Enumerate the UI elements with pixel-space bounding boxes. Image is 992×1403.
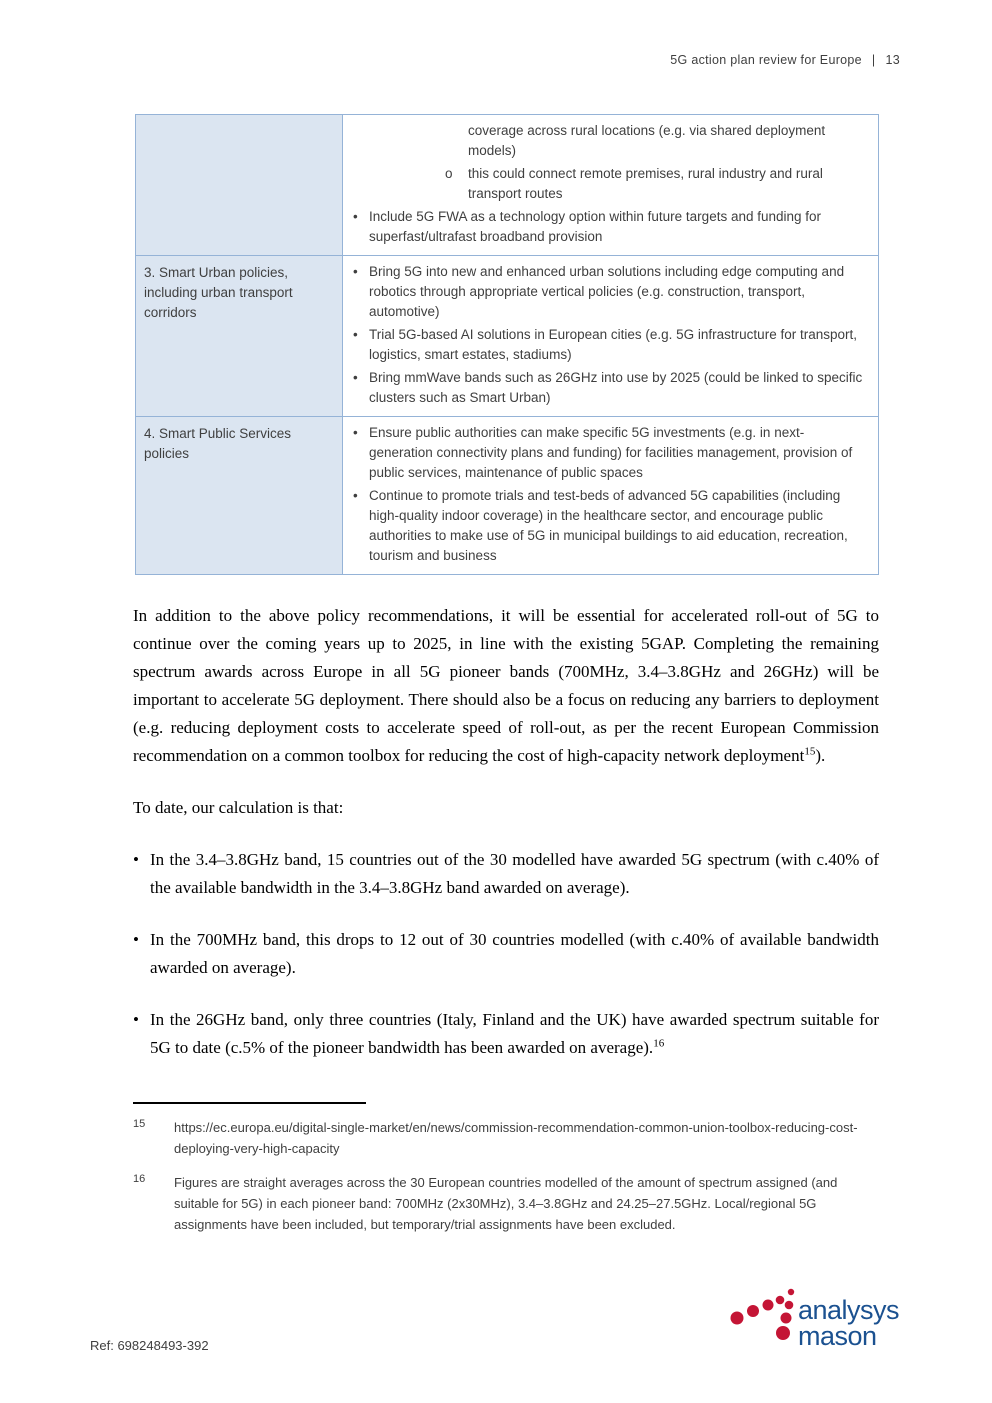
list-item [352, 325, 866, 365]
body-paragraph: To date, our calculation is that: [133, 798, 344, 817]
logo-text-line1: analysys [798, 1295, 900, 1325]
bullet-marker: • [133, 930, 139, 949]
list-item-text: this could connect remote premises, rural industry and rural transport routes [468, 166, 823, 201]
bullet-marker: • [353, 425, 358, 440]
list-item-text: Ensure public authorities can make specific 5G investments (e.g. in next-generation connectivity plans and funding) for facilities management, provision of public services, maintenance of public spaces [369, 425, 853, 480]
list-item [352, 486, 866, 566]
list-item-text: Continue to promote trials and test-beds of advanced 5G capabilities (including high-quality indoor coverage) in the healthcare sector, and encourage public authorities to make use of 5G in municipal buildings to aid education, recreation, tourism and business [369, 488, 848, 563]
list-item-text: Trial 5G-based AI solutions in European cities (e.g. 5G infrastructure for transport, logistics, smart estates, stadiums) [369, 327, 857, 362]
bullet-marker: • [353, 327, 358, 342]
list-item [352, 423, 866, 483]
bullet-marker: • [353, 370, 358, 385]
list-item [352, 121, 866, 161]
footnote-number: 16 [133, 1173, 146, 1185]
page-header [670, 53, 900, 67]
footnote-reference: 16 [653, 1037, 665, 1050]
list-item [352, 262, 866, 322]
list-item-text: coverage across rural locations (e.g. via shared deployment models) [468, 123, 826, 158]
policy-name-cell [136, 115, 343, 255]
page-number: 13 [885, 53, 900, 67]
list-item [352, 164, 866, 204]
list-item [133, 846, 879, 902]
list-item-text: Bring mmWave bands such as 26GHz into use by 2025 (could be linked to specific clusters such as Smart Urban) [369, 370, 863, 405]
policy-table [135, 114, 879, 575]
table-row [136, 255, 878, 416]
footnote [133, 1172, 879, 1235]
list-item [133, 926, 879, 982]
list-item [352, 207, 866, 247]
body-bullet-list [133, 846, 879, 1062]
document-reference: Ref: 698248493-392 [90, 1338, 209, 1353]
bullet-marker: • [133, 850, 139, 869]
policy-name-cell: 4. Smart Public Services policies [136, 417, 343, 574]
list-item-text: In the 26GHz band, only three countries (Italy, Finland and the UK) have awarded spectrum suitable for 5G to date (c.5% of the pioneer bandwidth has been awarded on average). [150, 1010, 879, 1057]
paragraph-text: In addition to the above policy recommendations, it will be essential for accelerated roll-out of 5G to continue over the coming years up to 2025, in line with the existing 5GAP. Completing the remaining spectrum awards across Europe in all 5G pioneer bands (700MHz, 3.4–3.8GHz and 26GHz) will be important to accelerate 5G deployment. There should also be a focus on reducing any barriers to deployment (e.g. reducing deployment costs to accelerate speed of roll-out, as per the recent European Commission recommendation on a common toolbox for reducing the cost of high-capacity network deployment [133, 606, 879, 765]
footnote-reference: 15 [804, 745, 816, 758]
policy-details-cell [343, 115, 878, 255]
header-title: 5G action plan review for Europe [670, 53, 862, 67]
page-content [133, 114, 879, 1235]
policy-details-cell [343, 256, 878, 416]
footnote [133, 1117, 879, 1159]
header-separator: | [871, 53, 876, 67]
list-item [133, 1006, 879, 1062]
footnote-separator-rule [133, 1102, 366, 1104]
table-row [136, 416, 878, 574]
list-item-text: In the 3.4–3.8GHz band, 15 countries out of the 30 modelled have awarded 5G spectrum (with c.40% of the available bandwidth in the 3.4–3.8GHz band awarded on average). [150, 850, 879, 897]
paragraph-suffix: ). [815, 746, 826, 765]
bullet-marker: • [353, 264, 358, 279]
policy-name-cell: 3. Smart Urban policies, including urban transport corridors [136, 256, 343, 416]
footnotes-section [133, 1102, 879, 1235]
logo-dots-icon [728, 1285, 798, 1347]
list-item-text: In the 700MHz band, this drops to 12 out of 30 countries modelled (with c.40% of available bandwidth awarded on average). [150, 930, 879, 977]
logo-text-line2: mason [798, 1321, 877, 1351]
list-item-text: Include 5G FWA as a technology option within future targets and funding for superfast/ultrafast broadband provision [369, 209, 822, 244]
bullet-marker: • [353, 488, 358, 503]
analysys-mason-logo [728, 1285, 899, 1349]
footnote-text: https://ec.europa.eu/digital-single-market/en/news/commission-recommendation-common-union-toolbox-reducing-cost-deploying-very-high-capacity [174, 1120, 858, 1156]
bullet-marker: • [353, 209, 358, 224]
list-item-text: Bring 5G into new and enhanced urban solutions including edge computing and robotics through appropriate vertical policies (e.g. construction, transport, automotive) [369, 264, 845, 319]
footnote-text: Figures are straight averages across the 30 European countries modelled of the amount of spectrum assigned (and suitable for 5G) in each pioneer band: 700MHz (2x30MHz), 3.4–3.8GHz and 24.25–27.5GHz. Local/regional 5G assignments have been included, but temporary/trial assignments have been excluded. [174, 1175, 838, 1232]
policy-details-cell [343, 417, 878, 574]
logo-wordmark [798, 1297, 899, 1349]
table-row [136, 115, 878, 255]
body-paragraph [133, 602, 879, 770]
footnote-number: 15 [133, 1118, 146, 1130]
bullet-marker: • [133, 1010, 139, 1029]
sub-bullet-marker: o [445, 166, 453, 181]
list-item [352, 368, 866, 408]
